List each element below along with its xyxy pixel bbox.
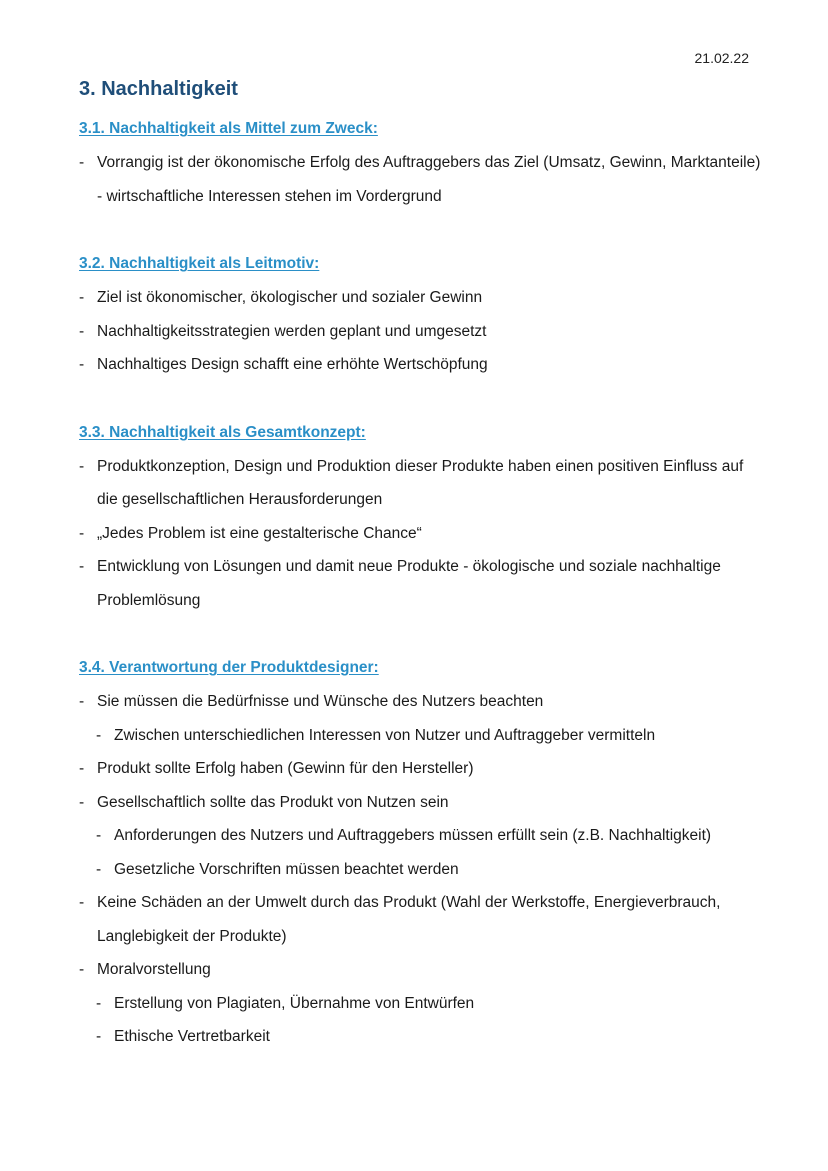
section-leitmotiv: [79, 247, 768, 382]
sub-list-item: - Anforderungen des Nutzers und Auftraggebers müssen erfüllt sein (z.B. Nachhaltigkeit): [79, 819, 768, 853]
section-mittel-zum-zweck: [79, 112, 768, 213]
list-item: - Produkt sollte Erfolg haben (Gewinn für den Hersteller): [79, 752, 768, 786]
bullet-list: [79, 146, 768, 213]
list-item: - Moralvorstellung: [79, 953, 768, 987]
list-item: - Nachhaltiges Design schafft eine erhöhte Wertschöpfung: [79, 348, 768, 382]
list-item: - Entwicklung von Lösungen und damit neue Produkte - ökologische und soziale nachhaltige Problemlösung: [79, 550, 768, 617]
sub-list-item: - Erstellung von Plagiaten, Übernahme von Entwürfen: [79, 987, 768, 1021]
list-item: - Sie müssen die Bedürfnisse und Wünsche des Nutzers beachten: [79, 685, 768, 719]
bullet-list: [79, 281, 768, 382]
sub-list-item: - Gesetzliche Vorschriften müssen beachtet werden: [79, 853, 768, 887]
section-verantwortung: [79, 651, 768, 1054]
list-item: - Produktkonzeption, Design und Produktion dieser Produkte haben einen positiven Einfluss auf die gesellschaftlichen Herausforderungen: [79, 450, 768, 517]
document-content: [79, 112, 768, 1088]
section-heading: 3.1. Nachhaltigkeit als Mittel zum Zweck:: [79, 120, 378, 137]
bullet-list: [79, 685, 768, 1054]
sub-list-item: - Zwischen unterschiedlichen Interessen von Nutzer und Auftraggeber vermitteln: [79, 719, 768, 753]
document-date: 21.02.22: [694, 50, 749, 66]
sub-list-item: - Ethische Vertretbarkeit: [79, 1020, 768, 1054]
page-title: 3. Nachhaltigkeit: [79, 78, 238, 100]
list-item: - Gesellschaftlich sollte das Produkt von Nutzen sein: [79, 786, 768, 820]
section-heading: 3.2. Nachhaltigkeit als Leitmotiv:: [79, 255, 320, 272]
list-item: - „Jedes Problem ist eine gestalterische Chance“: [79, 517, 768, 551]
section-heading: 3.3. Nachhaltigkeit als Gesamtkonzept:: [79, 423, 366, 441]
list-item: - Nachhaltigkeitsstrategien werden geplant und umgesetzt: [79, 315, 768, 349]
section-heading: 3.4. Verantwortung der Produktdesigner:: [79, 659, 379, 676]
list-item: - Keine Schäden an der Umwelt durch das Produkt (Wahl der Werkstoffe, Energieverbrauch, Langlebigkeit der Produkte): [79, 886, 768, 953]
section-gesamtkonzept: [79, 416, 768, 618]
list-item: - Ziel ist ökonomischer, ökologischer und sozialer Gewinn: [79, 281, 768, 315]
list-item: - Vorrangig ist der ökonomische Erfolg des Auftraggebers das Ziel (Umsatz, Gewinn, Marktanteile) - wirtschaftliche Interessen stehen im Vordergrund: [79, 146, 768, 213]
bullet-list: [79, 450, 768, 618]
